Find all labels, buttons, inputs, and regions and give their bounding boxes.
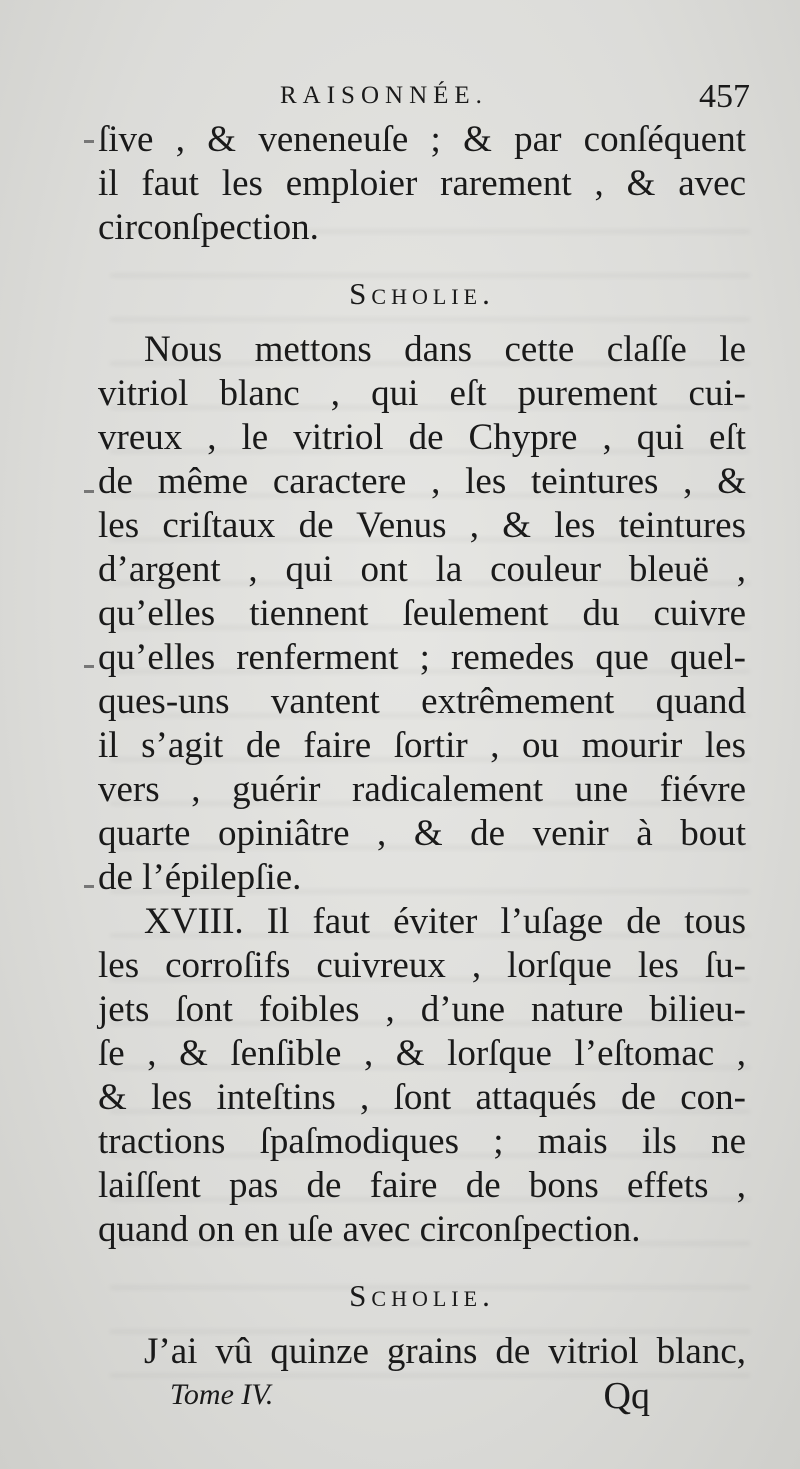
body-text [98, 118, 746, 1374]
text-line: J’ai vû quinze grains de vitriol blanc, [144, 1331, 746, 1372]
text-line: ſe , & ſenſible , & lorſque l’eſtomac , [98, 1033, 746, 1074]
text-line: vers , guérir radicalement une fiévre [98, 769, 746, 810]
running-head: RAISONNÉE. [280, 82, 488, 109]
margin-mark [84, 490, 94, 493]
text-line: circonſpection. [98, 207, 319, 248]
text-line: tractions ſpaſmodiques ; mais ils ne [98, 1121, 746, 1162]
text-line: & les inteſtins , ſont attaqués de con- [98, 1077, 746, 1118]
text-line: vitriol blanc , qui eſt purement cui- [98, 373, 746, 414]
page-number: 457 [699, 78, 750, 115]
text-line: Nous mettons dans cette claſſe le [144, 329, 746, 370]
text-line: il s’agit de faire ſortir , ou mourir les [98, 725, 746, 766]
margin-mark [84, 665, 94, 668]
text-line: quand on en uſe avec circonſpection. [98, 1209, 641, 1250]
text-line: il faut les emploier rarement , & avec [98, 163, 746, 204]
margin-mark [84, 885, 94, 888]
text-line: jets ſont foibles , d’une nature bilieu- [98, 989, 746, 1030]
text-line: ſive , & veneneuſe ; & par conſéquent [98, 119, 746, 160]
text-line: quarte opiniâtre , & de venir à bout [98, 813, 746, 854]
text-line: de l’épilepſie. [98, 857, 302, 898]
text-line: qu’elles renferment ; remedes que quel- [98, 637, 746, 678]
text-line: XVIII. Il faut éviter l’uſage de tous [144, 901, 746, 942]
page-footer [170, 1375, 650, 1424]
margin-mark [84, 140, 94, 143]
text-line: ques-uns vantent extrêmement quand [98, 681, 746, 722]
text-line: les criſtaux de Venus , & les teintures [98, 505, 746, 546]
scholie-heading: Scholie. [349, 1278, 495, 1313]
text-line: vreux , le vitriol de Chypre , qui eſt [98, 417, 746, 458]
text-line: laiſſent pas de faire de bons effets , [98, 1165, 746, 1206]
volume-label: Tome IV. [170, 1378, 274, 1411]
text-line: les corroſifs cuivreux , lorſque les ſu- [98, 945, 746, 986]
text-line: qu’elles tiennent ſeulement du cuivre [98, 593, 746, 634]
signature-mark: Qq [603, 1375, 650, 1417]
scholie-heading: Scholie. [349, 276, 495, 311]
text-line: de même caractere , les teintures , & [98, 461, 746, 502]
page-header [100, 78, 750, 118]
text-line: d’argent , qui ont la couleur bleuë , [98, 549, 746, 590]
